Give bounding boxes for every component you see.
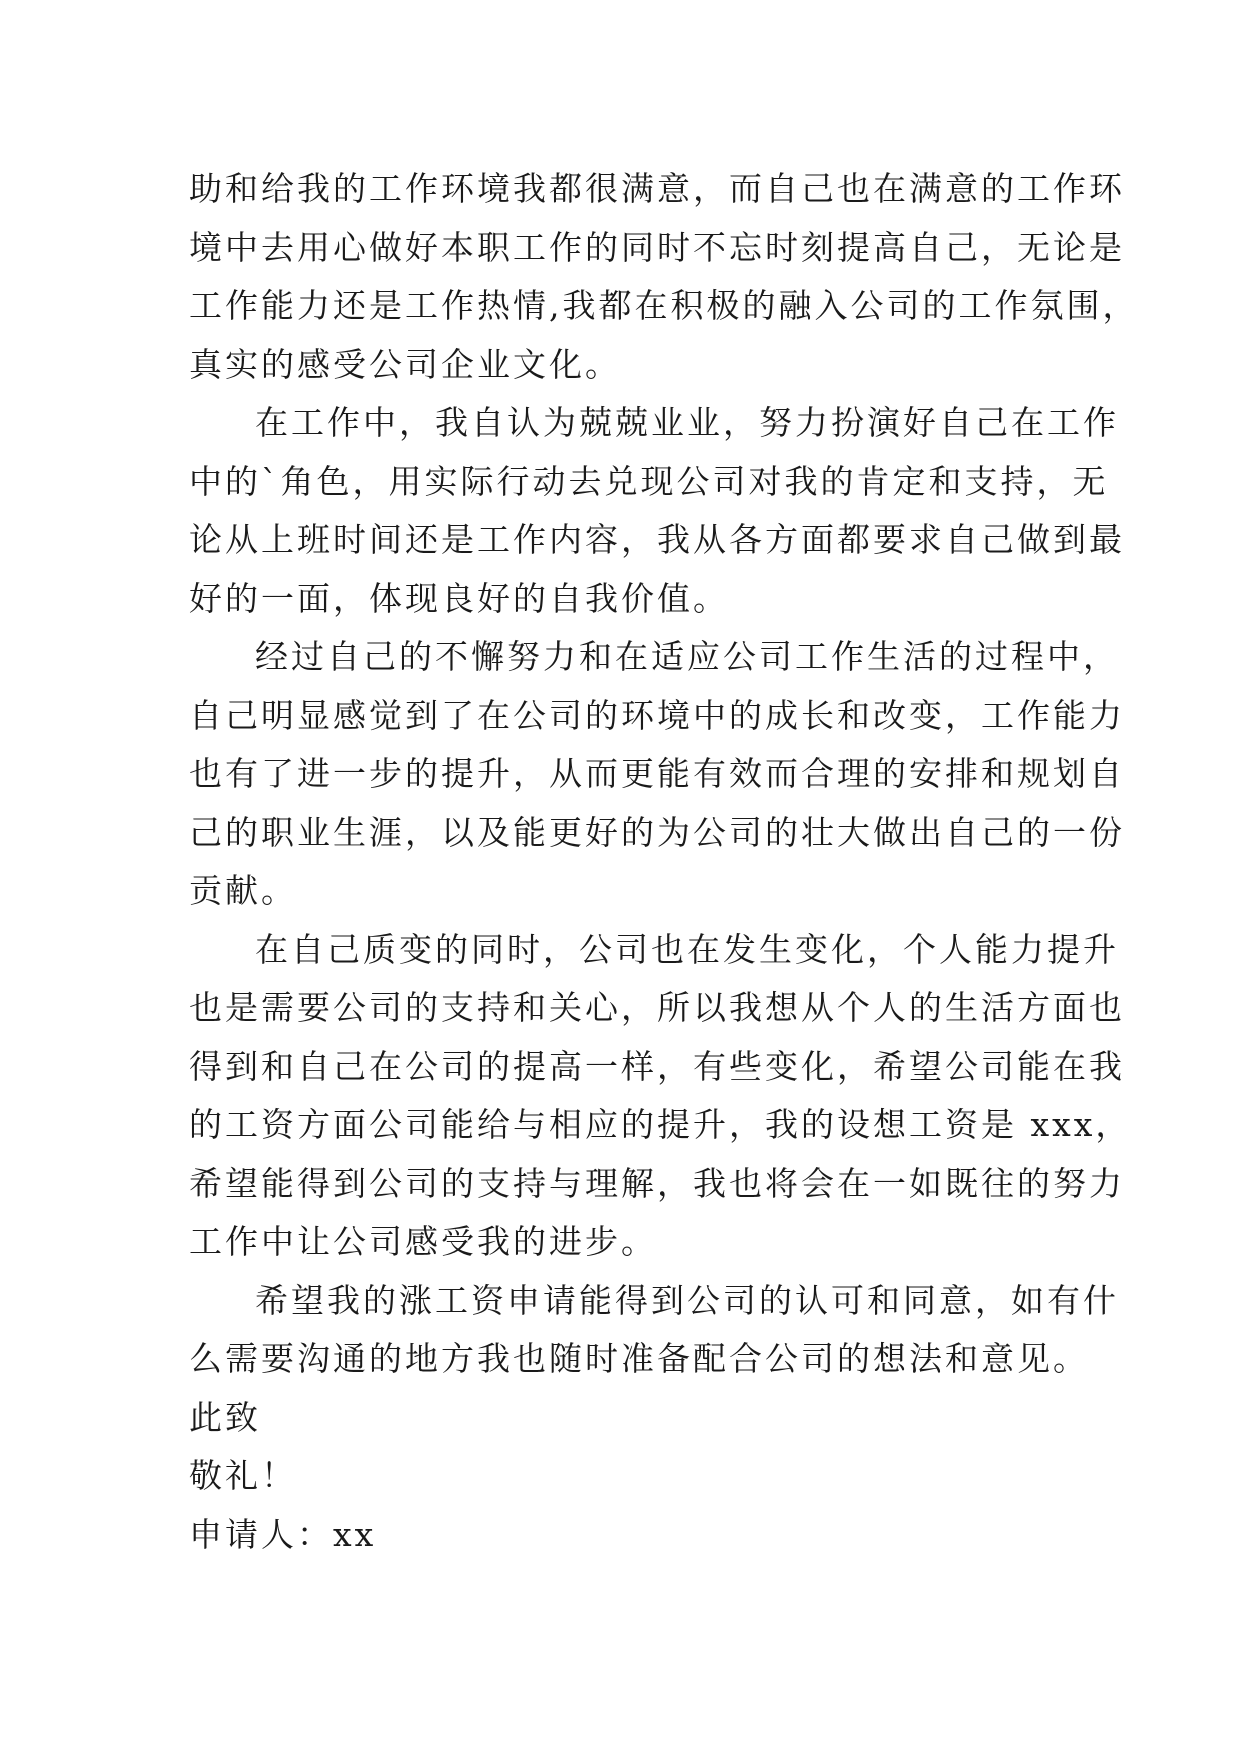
signature-line: 申请人：xx [189,1514,377,1554]
text-line: 贡献。 [189,871,297,910]
text-line: 工作中让公司感受我的进步。 [189,1222,657,1261]
text-line: 么需要沟通的地方我也随时准备配合公司的想法和意见。 [189,1339,1089,1378]
text-line: 论从上班时间还是工作内容，我从各方面都要求自己做到最 [189,520,1125,559]
text-line: 希望能得到公司的支持与理解，我也将会在一如既往的努力 [189,1163,1125,1203]
text-line: 在自己质变的同时，公司也在发生变化，个人能力提升 [255,929,1119,969]
text-line: 经过自己的不懈努力和在适应公司工作生活的过程中， [255,637,1119,676]
text-line: 中的`角色，用实际行动去兑现公司对我的肯定和支持，无 [189,461,1109,501]
paragraph-work-attitude [189,394,1125,628]
text-line: 境中去用心做好本职工作的同时不忘时刻提高自己，无论是 [189,227,1125,267]
text-line: 自己明显感觉到了在公司的环境中的成长和改变，工作能力 [189,695,1125,735]
text-line: 也有了进一步的提升，从而更能有效而合理的安排和规划自 [189,754,1125,793]
text-line: 好的一面，体现良好的自我价值。 [189,578,729,618]
text-line: 真实的感受公司企业文化。 [189,344,621,384]
text-line: 也是需要公司的支持和关心，所以我想从个人的生活方面也 [189,988,1125,1027]
text-line: 工作能力还是工作热情,我都在积极的融入公司的工作氛围， [189,286,1139,325]
text-line: 己的职业生涯，以及能更好的为公司的壮大做出自己的一份 [189,812,1125,852]
text-line: 在工作中，我自认为兢兢业业，努力扮演好自己在工作 [255,403,1119,442]
closing-salutation: 此致 [189,1397,261,1437]
paragraph-workplace-satisfaction [189,160,1139,394]
text-line: 助和给我的工作环境我都很满意，而自己也在满意的工作环 [189,169,1125,208]
text-line: 得到和自己在公司的提高一样，有些变化，希望公司能在我 [189,1046,1125,1086]
letter-body [189,160,1139,1564]
text-line: 希望我的涨工资申请能得到公司的认可和同意，如有什 [255,1280,1119,1320]
paragraph-growth [189,628,1125,921]
paragraph-closing-hope [189,1272,1119,1389]
paragraph-salary-request [189,921,1132,1272]
text-line: 的工资方面公司能给与相应的提升，我的设想工资是 xxx， [189,1105,1132,1144]
closing-regards: 敬礼！ [189,1456,297,1495]
